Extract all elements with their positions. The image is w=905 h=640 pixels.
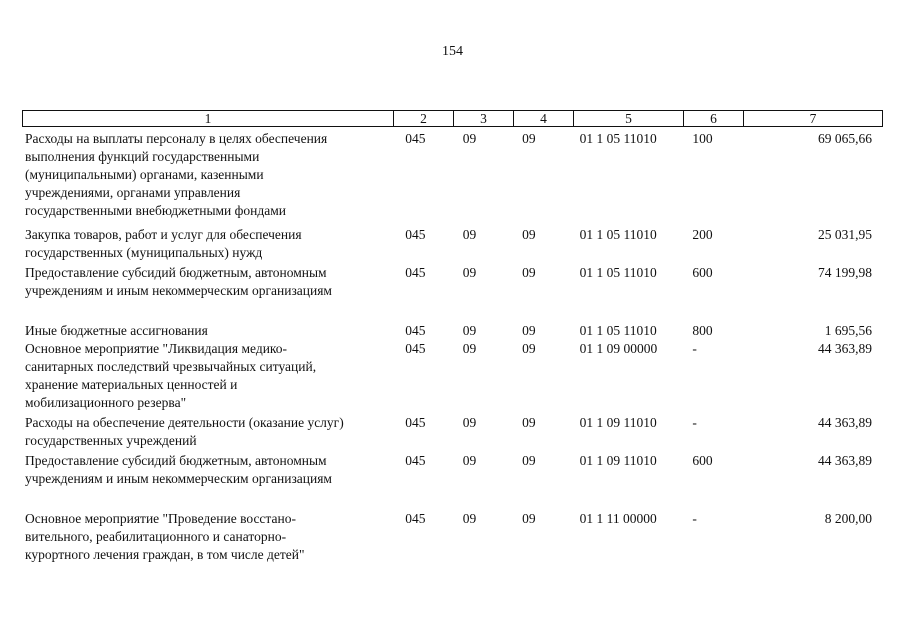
cell-c6: 100 xyxy=(692,131,713,146)
cell-c3: 09 xyxy=(462,453,477,468)
header-col-5: 5 xyxy=(574,111,684,127)
description-line: хранение материальных ценностей и xyxy=(25,377,238,392)
description-line: Предоставление субсидий бюджетным, автономным xyxy=(25,265,327,280)
cell-c2: 045 xyxy=(405,131,426,146)
description-line: Расходы на обеспечение деятельности (оказание услуг) xyxy=(25,415,344,430)
cell-c7: 25 031,95 xyxy=(818,227,872,242)
cell-c6: - xyxy=(692,341,697,356)
cell-c3: 09 xyxy=(462,227,477,242)
description-line: Основное мероприятие "Ликвидация медико- xyxy=(25,341,288,356)
cell-c5: 01 1 09 11010 xyxy=(579,453,657,468)
cell-c7: 44 363,89 xyxy=(818,415,872,430)
description-line: вительного, реабилитационного и санаторно- xyxy=(25,529,287,544)
description-line: курортного лечения граждан, в том числе детей" xyxy=(25,547,305,562)
cell-c5: 01 1 05 11010 xyxy=(579,323,657,338)
cell-c4: 09 xyxy=(522,227,536,242)
cell-c2: 045 xyxy=(405,323,426,338)
description-line: Основное мероприятие "Проведение восстано- xyxy=(25,511,296,526)
cell-c3: 09 xyxy=(462,131,477,146)
cell-c5: 01 1 05 11010 xyxy=(579,227,657,242)
row-description xyxy=(22,452,387,488)
description-line: санитарных последствий чрезвычайных ситуаций, xyxy=(25,359,317,374)
header-col-4: 4 xyxy=(514,111,574,127)
row-description xyxy=(22,322,387,340)
row-description xyxy=(22,130,387,220)
cell-c6: 600 xyxy=(692,265,713,280)
cell-c3: 09 xyxy=(462,323,477,338)
cell-c6: 800 xyxy=(692,323,713,338)
table-row xyxy=(22,510,872,564)
cell-c2: 045 xyxy=(405,227,426,242)
cell-c5: 01 1 05 11010 xyxy=(579,131,657,146)
table-row xyxy=(22,226,872,262)
description-line: Предоставление субсидий бюджетным, автономным xyxy=(25,453,327,468)
cell-c4: 09 xyxy=(522,131,536,146)
row-description xyxy=(22,226,387,262)
cell-c2: 045 xyxy=(405,511,426,526)
description-line: государственными внебюджетными фондами xyxy=(25,203,287,218)
description-line: мобилизационного резерва" xyxy=(25,395,187,410)
cell-c4: 09 xyxy=(522,453,536,468)
cell-c3: 09 xyxy=(462,511,477,526)
cell-c4: 09 xyxy=(522,341,536,356)
cell-c6: 200 xyxy=(692,227,713,242)
description-line: учреждениям и иным некоммерческим организациям xyxy=(25,471,332,486)
row-description xyxy=(22,414,387,450)
cell-c4: 09 xyxy=(522,511,536,526)
cell-c7: 1 695,56 xyxy=(824,323,872,338)
cell-c2: 045 xyxy=(405,415,426,430)
cell-c6: - xyxy=(692,511,697,526)
table-body xyxy=(22,130,872,564)
header-col-2: 2 xyxy=(394,111,454,127)
cell-c7: 44 363,89 xyxy=(818,453,872,468)
table-row xyxy=(22,130,872,220)
table-row xyxy=(22,322,872,340)
table-row xyxy=(22,264,872,300)
header-col-7: 7 xyxy=(744,111,883,127)
cell-c4: 09 xyxy=(522,265,536,280)
row-description xyxy=(22,510,387,564)
header-col-3: 3 xyxy=(454,111,514,127)
table-row xyxy=(22,414,872,450)
cell-c6: 600 xyxy=(692,453,713,468)
cell-c4: 09 xyxy=(522,415,536,430)
row-description xyxy=(22,264,387,300)
cell-c2: 045 xyxy=(405,341,426,356)
cell-c5: 01 1 11 00000 xyxy=(579,511,657,526)
description-line: государственных (муниципальных) нужд xyxy=(25,245,263,260)
description-line: учреждениям и иным некоммерческим организациям xyxy=(25,283,332,298)
description-line: Иные бюджетные ассигнования xyxy=(25,323,208,338)
table-row xyxy=(22,452,872,488)
header-col-6: 6 xyxy=(684,111,744,127)
cell-c3: 09 xyxy=(462,415,477,430)
cell-c2: 045 xyxy=(405,453,426,468)
cell-c5: 01 1 09 00000 xyxy=(579,341,658,356)
cell-c5: 01 1 05 11010 xyxy=(579,265,657,280)
cell-c3: 09 xyxy=(462,341,477,356)
row-description xyxy=(22,340,387,412)
description-line: учреждениями, органами управления xyxy=(25,185,241,200)
header-col-1: 1 xyxy=(23,111,394,127)
cell-c7: 69 065,66 xyxy=(818,131,872,146)
table-header xyxy=(22,110,883,127)
table-row xyxy=(22,340,872,412)
cell-c2: 045 xyxy=(405,265,426,280)
cell-c7: 8 200,00 xyxy=(824,511,872,526)
cell-c7: 74 199,98 xyxy=(818,265,872,280)
description-line: выполнения функций государственными xyxy=(25,149,260,164)
page-number: 154 xyxy=(442,44,463,59)
description-line: (муниципальными) органами, казенными xyxy=(25,167,264,182)
cell-c6: - xyxy=(692,415,697,430)
cell-c4: 09 xyxy=(522,323,536,338)
cell-c5: 01 1 09 11010 xyxy=(579,415,657,430)
cell-c7: 44 363,89 xyxy=(818,341,872,356)
cell-c3: 09 xyxy=(462,265,477,280)
description-line: государственных учреждений xyxy=(25,433,197,448)
description-line: Закупка товаров, работ и услуг для обеспечения xyxy=(25,227,302,242)
description-line: Расходы на выплаты персоналу в целях обеспечения xyxy=(25,131,328,146)
